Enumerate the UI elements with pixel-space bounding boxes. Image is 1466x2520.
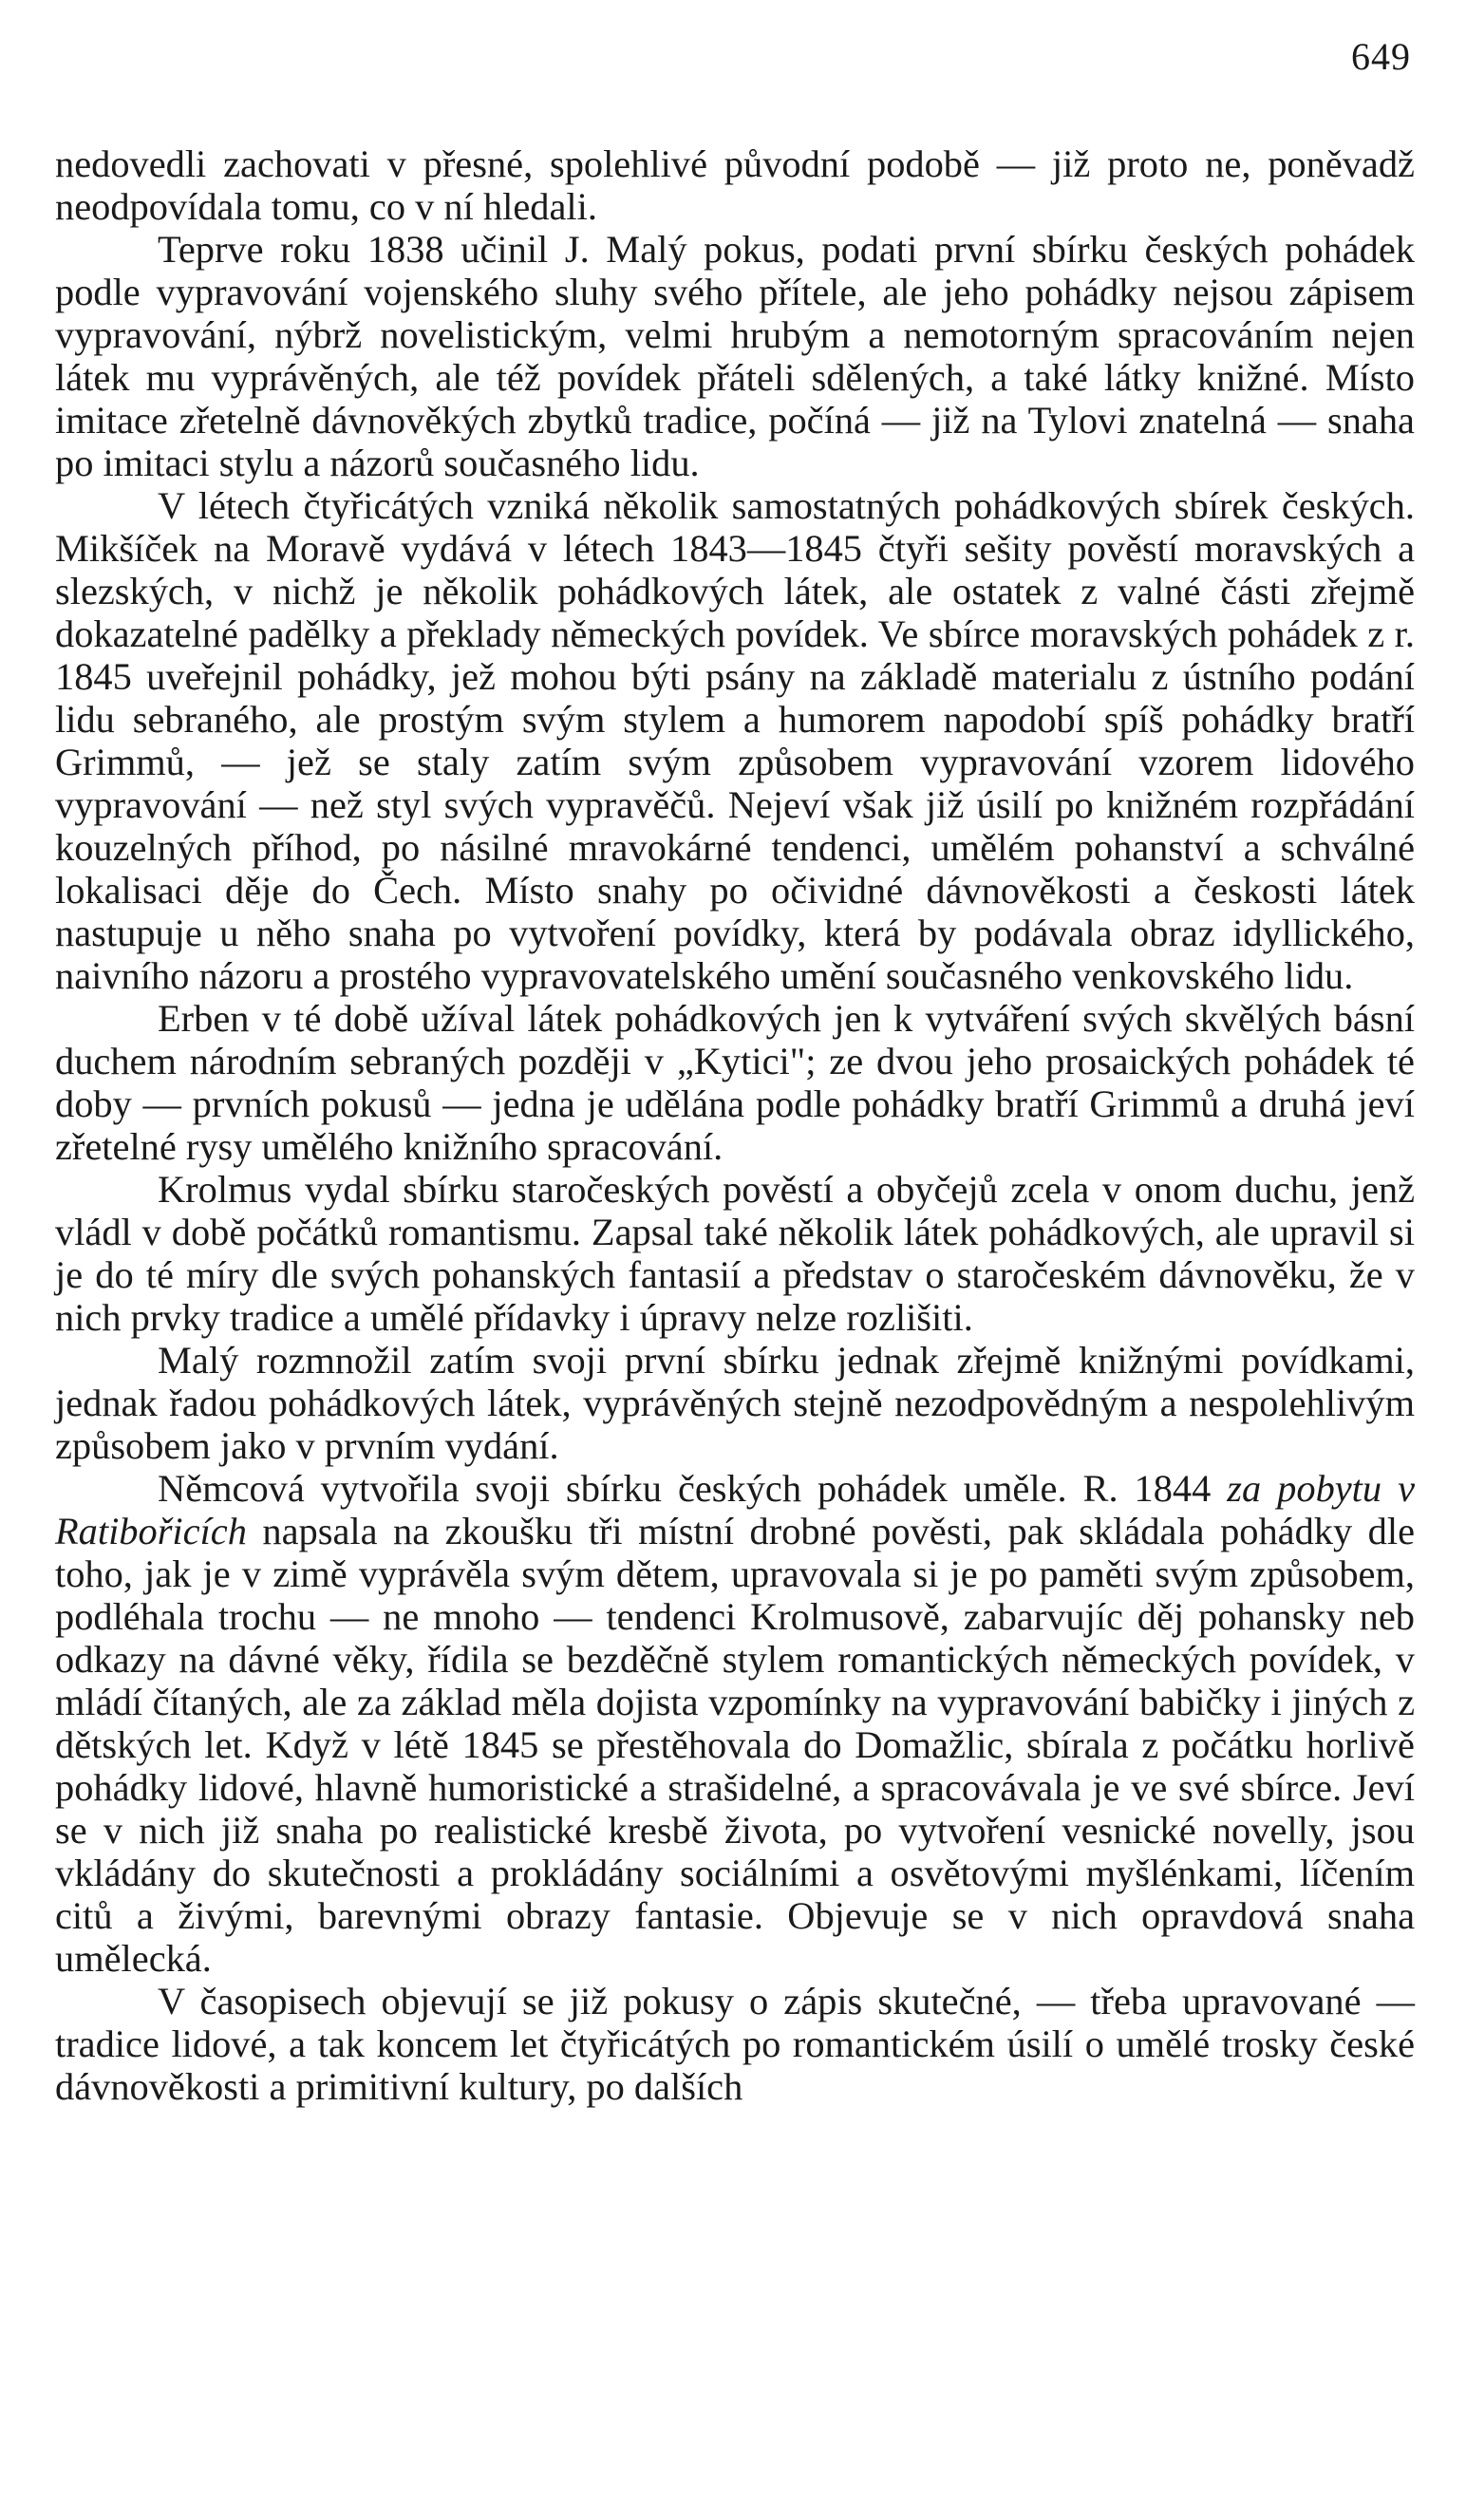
paragraph: Teprve roku 1838 učinil J. Malý pokus, podati první sbírku českých pohádek podle vypravování vojenského sluhy svého přítele, ale jeho pohádky nejsou zápisem vypravování, nýbrž novelistickým, velmi hrubým a nemotorným spracováním nejen látek mu vyprávěných, ale též povídek přáteli sdělených, a také látky knižné. Místo imitace zřetelně dávnověkých zbytků tradice, počíná — již na Tylovi znatelná — snaha po imitaci stylu a názorů současného lidu.: [55, 228, 1415, 484]
paragraph-rest: napsala na zkoušku tři místní drobné pověsti, pak skládala pohádky dle toho, jak je v zimě vyprávěla svým dětem, upravovala si je po paměti svým způsobem, podléhala trochu — ne mnoho — tendenci Krolmusově, zabarvujíc děj pohansky neb odkazy na dávné věky, řídila se bezděčně stylem romantických německých povídek, v mládí čítaných, ale za základ měla dojista vzpomínky na vypravování babičky i jiných z dětských let. Když v létě 1845 se přestěhovala do Domažlic, sbírala z počátku horlivě pohádky lidové, hlavně humoristické a strašidelné, a spracovávala je ve své sbírce. Jeví se v nich již snaha po realistické kresbě života, po vytvoření vesnické novelly, jsou vkládány do skutečnosti a prokládány sociálními a osvětovými myšlénkami, líčením citů a živými, barevnými obrazy fantasie. Objevuje se v nich opravdová snaha umělecká.: [55, 1510, 1415, 1980]
paragraph: Erben v té době užíval látek pohádkových jen k vytváření svých skvělých básní duchem národním sebraných později v „Kytici"; ze dvou jeho prosaických pohádek té doby — prvních pokusů — jedna je udělána podle pohádky bratří Grimmů a druhá jeví zřetelné rysy umělého knižního spracování.: [55, 997, 1415, 1168]
italic-phrase: za pobytu v Ratibořicích: [55, 1467, 1415, 1552]
paragraph: Malý rozmnožil zatím svoji první sbírku jednak zřejmě knižnými povídkami, jednak řadou pohádkových látek, vyprávěných stejně nezodpovědným a nespolehlivým způsobem jako v prvním vydání.: [55, 1339, 1415, 1467]
paragraph: Krolmus vydal sbírku staročeských pověstí a obyčejů zcela v onom duchu, jenž vládl v době počátků romantismu. Zapsal také několik látek pohádkových, ale upravil si je do té míry dle svých pohanských fantasií a představ o staročeském dávnověku, že v nich prvky tradice a umělé přídavky i úpravy nelze rozlišiti.: [55, 1168, 1415, 1339]
paragraph-lead: Němcová vytvořila svoji sbírku českých pohádek uměle. R. 1844: [158, 1467, 1212, 1510]
paragraph: [55, 1467, 1415, 1980]
paragraph: nedovedli zachovati v přesné, spolehlivé původní podobě — již proto ne, poněvadž neodpovídala tomu, co v ní hledali.: [55, 142, 1415, 228]
paragraph: V časopisech objevují se již pokusy o zápis skutečné, — třeba upravované — tradice lidové, a tak koncem let čtyřicátých po romantickém úsilí o umělé trosky české dávnověkosti a primitivní kultury, po dalších: [55, 1980, 1415, 2108]
body-text: [55, 142, 1415, 2108]
paragraph: V létech čtyřicátých vzniká několik samostatných pohádkových sbírek českých. Mikšíček na Moravě vydává v létech 1843—1845 čtyři sešity pověstí moravských a slezských, v nichž je několik pohádkových látek, ale ostatek z valné části zřejmě dokazatelné padělky a překlady německých povídek. Ve sbírce moravských pohádek z r. 1845 uveřejnil pohádky, jež mohou býti psány na základě materialu z ústního podání lidu sebraného, ale prostým svým stylem a humorem napodobí spíš pohádky bratří Grimmů, — jež se staly zatím svým způsobem vypravování vzorem lidového vypravování — než styl svých vypravěčů. Nejeví však již úsilí po knižném rozpřádání kouzelných příhod, po násilné mravokárné tendenci, umělém pohanství a schválné lokalisaci děje do Čech. Místo snahy po očividné dávnověkosti a českosti látek nastupuje u něho snaha po vytvoření povídky, která by podávala obraz idyllického, naivního názoru a prostého vypravovatelského umění současného venkovského lidu.: [55, 484, 1415, 997]
page-number: 649: [1351, 35, 1411, 78]
